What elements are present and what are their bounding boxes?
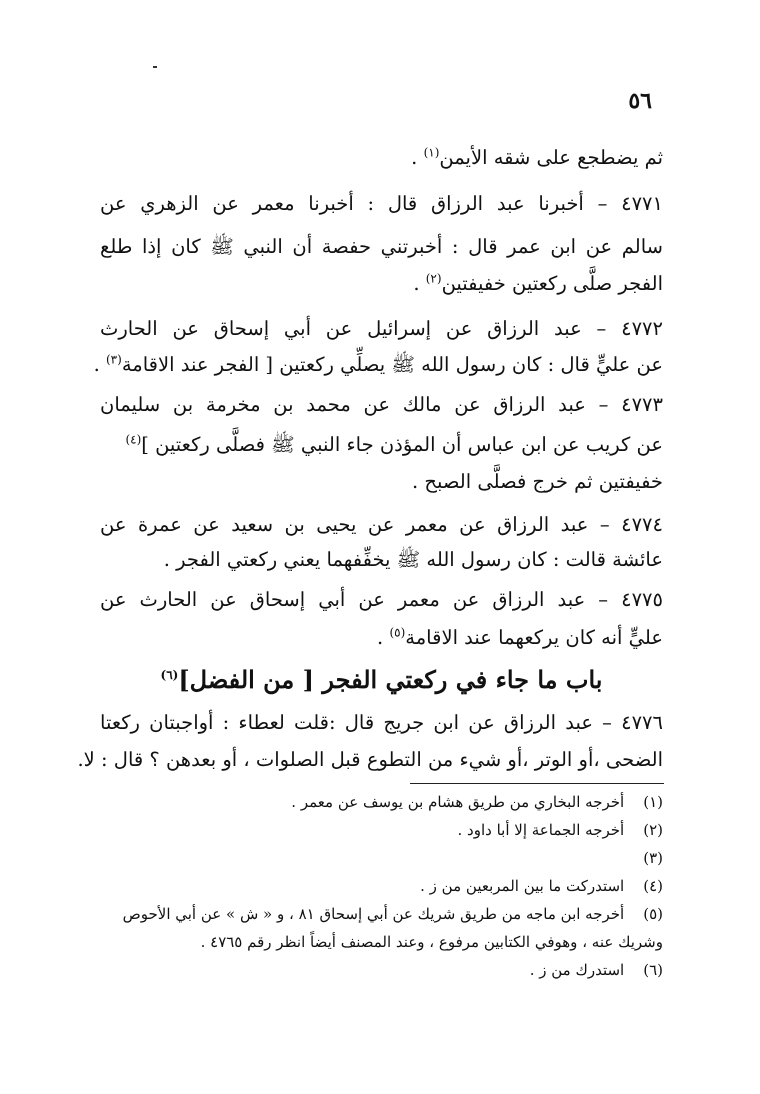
text-line-13: عليٍّ أنه كان يركعهما عند الاقامة$^{(٥)}$ . xyxy=(377,625,663,649)
text-line-5: ٤٧٧٢ – عبد الرزاق عن إسرائيل عن أبي إسحاق عن الحارث xyxy=(100,317,663,340)
text-line-9: خفيفتين ثم خرج فصلَّى الصبح . xyxy=(412,470,663,493)
footnote-2: (٢) أخرجه الجماعة إلا أبا داود . xyxy=(457,821,663,839)
text-line-11: عائشة قالت : كان رسول الله ﷺ يخفِّفهما يعني ركعتي الفجر . xyxy=(163,548,663,571)
footnote-3: (٣) xyxy=(643,849,663,867)
footnote-separator xyxy=(410,783,664,784)
footnote-ref-3: (٣) xyxy=(105,352,122,367)
stray-mark xyxy=(153,66,157,68)
text-line-1: ثم يضطجع على شقه الأيمن$^{(١)}$ . xyxy=(411,145,663,169)
footnote-ref-1: (١) xyxy=(423,145,440,160)
text-line-7: ٤٧٧٣ – عبد الرزاق عن مالك عن محمد بن مخرمة بن سليمان xyxy=(100,393,663,416)
text-line-6: عن عليٍّ قال : كان رسول الله ﷺ يصلِّي ركعتين [ الفجر عند الاقامة$^{(٣)}$ . xyxy=(93,352,663,376)
text-line-4: الفجر صلَّى ركعتين خفيفتين$^{(٢)}$ . xyxy=(413,271,663,295)
footnote-1: (١) أخرجه البخاري من طريق هشام بن يوسف عن معمر . xyxy=(291,793,663,811)
text-line-2: ٤٧٧١ – أخبرنا عبد الرزاق قال : أخبرنا معمر عن الزهري عن xyxy=(100,192,663,215)
text-line-8: عن كريب عن ابن عباس أن المؤذن جاء النبي ﷺ فصلَّى ركعتين ]$^{(٤)}$ xyxy=(125,432,663,456)
page-number: ٥٦ xyxy=(628,88,652,114)
footnote-ref-5: (٥) xyxy=(389,625,406,640)
footnote-5: (٥) أخرجه ابن ماجه من طريق شريك عن أبي إسحاق ٨١ ، و « ش » عن أبي الأحوص xyxy=(122,905,663,923)
footnote-5-continued: وشريك عنه ، وهوفي الكتابين مرفوع ، وعند المصنف أيضاً انظر رقم ٤٧٦٥ . xyxy=(200,933,663,951)
text-line-3: سالم عن ابن عمر قال : أخبرتني حفصة أن النبي ﷺ كان إذا طلع xyxy=(100,235,663,258)
text-line-15: الضحى ،أو الوتر ،أو شيء من التطوع قبل الصلوات ، أو بعدهن ؟ قال : لا. xyxy=(77,748,663,771)
footnote-4: (٤) استدركت ما بين المربعين من ز . xyxy=(420,877,663,895)
footnote-ref-6: (٦) xyxy=(160,668,179,682)
text-line-12: ٤٧٧٥ – عبد الرزاق عن معمر عن أبي إسحاق عن الحارث عن xyxy=(100,588,663,611)
footnote-ref-4: (٤) xyxy=(125,432,142,447)
text-line-10: ٤٧٧٤ – عبد الرزاق عن معمر عن يحيى بن سعيد عن عمرة عن xyxy=(100,513,663,536)
text-line-14: ٤٧٧٦ – عبد الرزاق عن ابن جريج قال :قلت لعطاء : أواجبتان ركعتا xyxy=(100,711,663,734)
footnote-ref-2: (٢) xyxy=(425,271,442,286)
chapter-heading: باب ما جاء في ركعتي الفجر [ من الفضل]$^{(٦)}$ xyxy=(160,665,603,694)
footnote-6: (٦) استدرك من ز . xyxy=(529,961,663,979)
